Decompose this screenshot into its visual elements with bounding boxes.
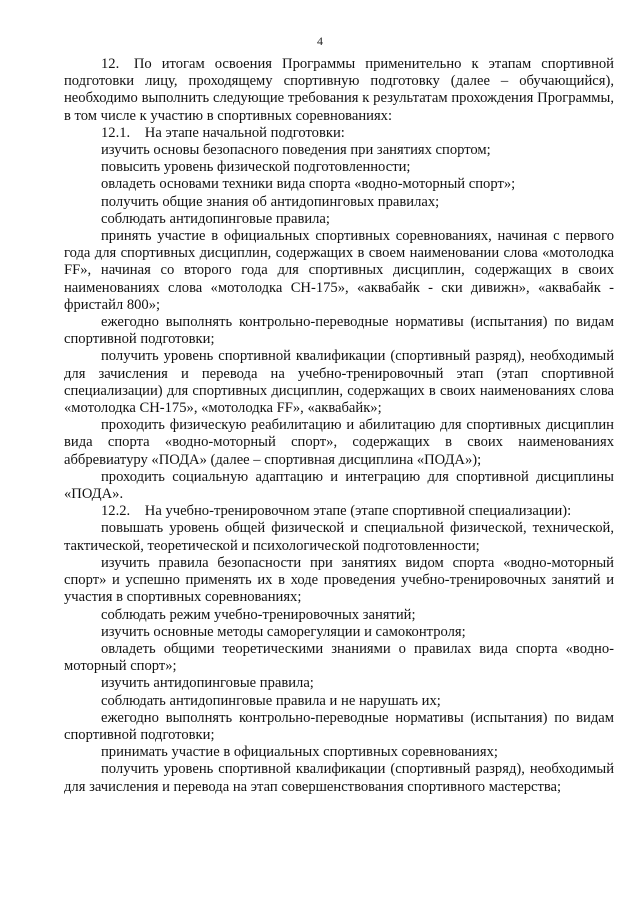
document-body bbox=[64, 56, 614, 796]
subsection-heading-12-2: 12.2. На учебно-тренировочном этапе (этапе спортивной специализации): bbox=[101, 503, 572, 520]
list-item: получить уровень спортивной квалификации (спортивный разряд), необходимый для зачисления и перевода на учебно-тренировочный этап (этап спортивной специализации) для спортивных дисциплин, содержащих в своих наименованиях слова «мотолодка СН-175», «мотолодка FF», «аквабайк»; bbox=[64, 348, 614, 417]
list-item: изучить правила безопасности при занятиях видом спорта «водно-моторный спорт» и успешно применять их в ходе проведения учебно-тренировочных занятий и участия в спортивных соревнованиях; bbox=[64, 554, 614, 606]
list-item: овладеть основами техники вида спорта «водно-моторный спорт»; bbox=[101, 176, 516, 193]
list-item: получить уровень спортивной квалификации (спортивный разряд), необходимый для зачисления и перевода на этап совершенствования спортивного мастерства; bbox=[64, 761, 614, 795]
list-item: ежегодно выполнять контрольно-переводные нормативы (испытания) по видам спортивной подготовки; bbox=[64, 314, 614, 348]
list-item: изучить основы безопасного поведения при занятиях спортом; bbox=[101, 142, 491, 159]
list-item: проходить физическую реабилитацию и абилитацию для спортивных дисциплин вида спорта «водно-моторный спорт», содержащих в своих наименованиях аббревиатуру «ПОДА» (далее – спортивная дисциплина «ПОДА»); bbox=[64, 417, 614, 468]
list-item: соблюдать антидопинговые правила и не нарушать их; bbox=[101, 692, 441, 709]
list-item: проходить социальную адаптацию и интеграцию для спортивной дисциплины «ПОДА». bbox=[64, 468, 614, 503]
list-item: изучить основные методы саморегуляции и самоконтроля; bbox=[101, 623, 466, 640]
subsection-heading-12-1: 12.1. На этапе начальной подготовки: bbox=[101, 124, 345, 141]
list-item: овладеть общими теоретическими знаниями о правилах вида спорта «водно-моторный спорт»; bbox=[64, 640, 614, 675]
list-item: повысить уровень физической подготовленности; bbox=[101, 159, 411, 176]
list-item: ежегодно выполнять контрольно-переводные нормативы (испытания) по видам спортивной подготовки; bbox=[64, 709, 614, 743]
list-item: принять участие в официальных спортивных соревнованиях, начиная с первого года для спортивных дисциплин, содержащих в своем наименовании слова «мотолодка FF», начиная со второго года для спортивных дисциплин, содержащих в своих наименованиях слова «мотолодка СН-175», «аквабайк - ски дивижн», «аквабайк - фристайл 800»; bbox=[64, 228, 614, 313]
list-item: получить общие знания об антидопинговых правилах; bbox=[101, 193, 440, 210]
list-item: изучить антидопинговые правила; bbox=[101, 675, 314, 692]
list-item: принимать участие в официальных спортивных соревнованиях; bbox=[101, 744, 498, 761]
list-item: соблюдать антидопинговые правила; bbox=[101, 210, 330, 227]
page-number: 4 bbox=[317, 34, 323, 48]
paragraph-12-intro: 12. По итогам освоения Программы применительно к этапам спортивной подготовки лицу, проходящему спортивную подготовку (далее – обучающийся), необходимо выполнить следующие требования к результатам прохождения Программы, в том числе к участию в спортивных соревнованиях: bbox=[64, 56, 614, 124]
list-item: повышать уровень общей физической и специальной физической, технической, тактической, теоретической и психологической подготовленности; bbox=[64, 520, 614, 554]
list-item: соблюдать режим учебно-тренировочных занятий; bbox=[101, 606, 416, 623]
